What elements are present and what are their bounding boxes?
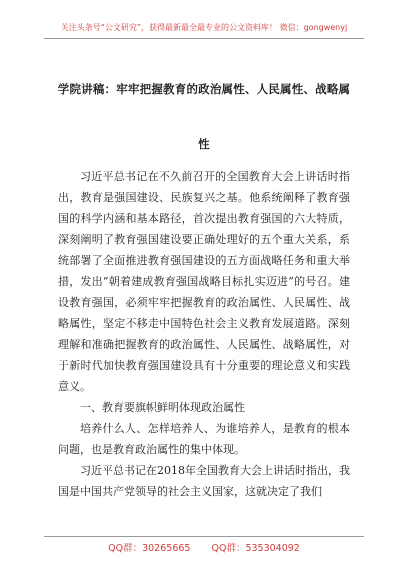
footer xyxy=(60,540,348,554)
footer-qq-group-1: QQ群：30265665 xyxy=(108,543,191,554)
section-heading: 一、教育要旗帜鲜明体现政治属性 xyxy=(80,401,245,414)
footer-divider xyxy=(44,536,364,537)
header-note: 关注头条号“公文研究”，获得最新最全最专业的公文资料库！ 微信：gongwenyj xyxy=(60,23,348,32)
document-body xyxy=(58,166,350,502)
document-title: 学院讲稿：牢牢把握教育的政治属性、人民属性、战略属性 xyxy=(57,82,351,151)
footer-qq-group-2: QQ群：535304092 xyxy=(211,543,300,554)
header-divider xyxy=(44,38,364,39)
body-paragraph: 习近平总书记在不久前召开的全国教育大会上讲话时指出，教育是强国建设、民族复兴之基。他系统阐释了教育强国的科学内涵和基本路径，首次提出教育强国的六大特质，深刻阐明了教育强国建设要正确处理好的五个重大关系，系统部署了全面推进教育强国建设的五方面战略任务和重大举措，发出“朝着建成教育强国战略目标扎实迈进”的号召。建设教育强国，必须牢牢把握教育的政治属性、人民属性、战略属性，坚定不移走中国特色社会主义教育发展道路。深刻理解和准确把握教育的政治属性、人民属性、战略属性，对于新时代加快教育强国建设具有十分重要的理论意义和实践意义。 xyxy=(58,170,350,393)
body-paragraph: 培养什么人、怎样培养人、为谁培养人，是教育的根本问题，也是教育政治属性的集中体现。 xyxy=(58,422,350,456)
body-paragraph: 习近平总书记在2018年全国教育大会上讲话时指出，我国是中国共产党领导的社会主义国家，这就决定了我们 xyxy=(58,464,350,498)
